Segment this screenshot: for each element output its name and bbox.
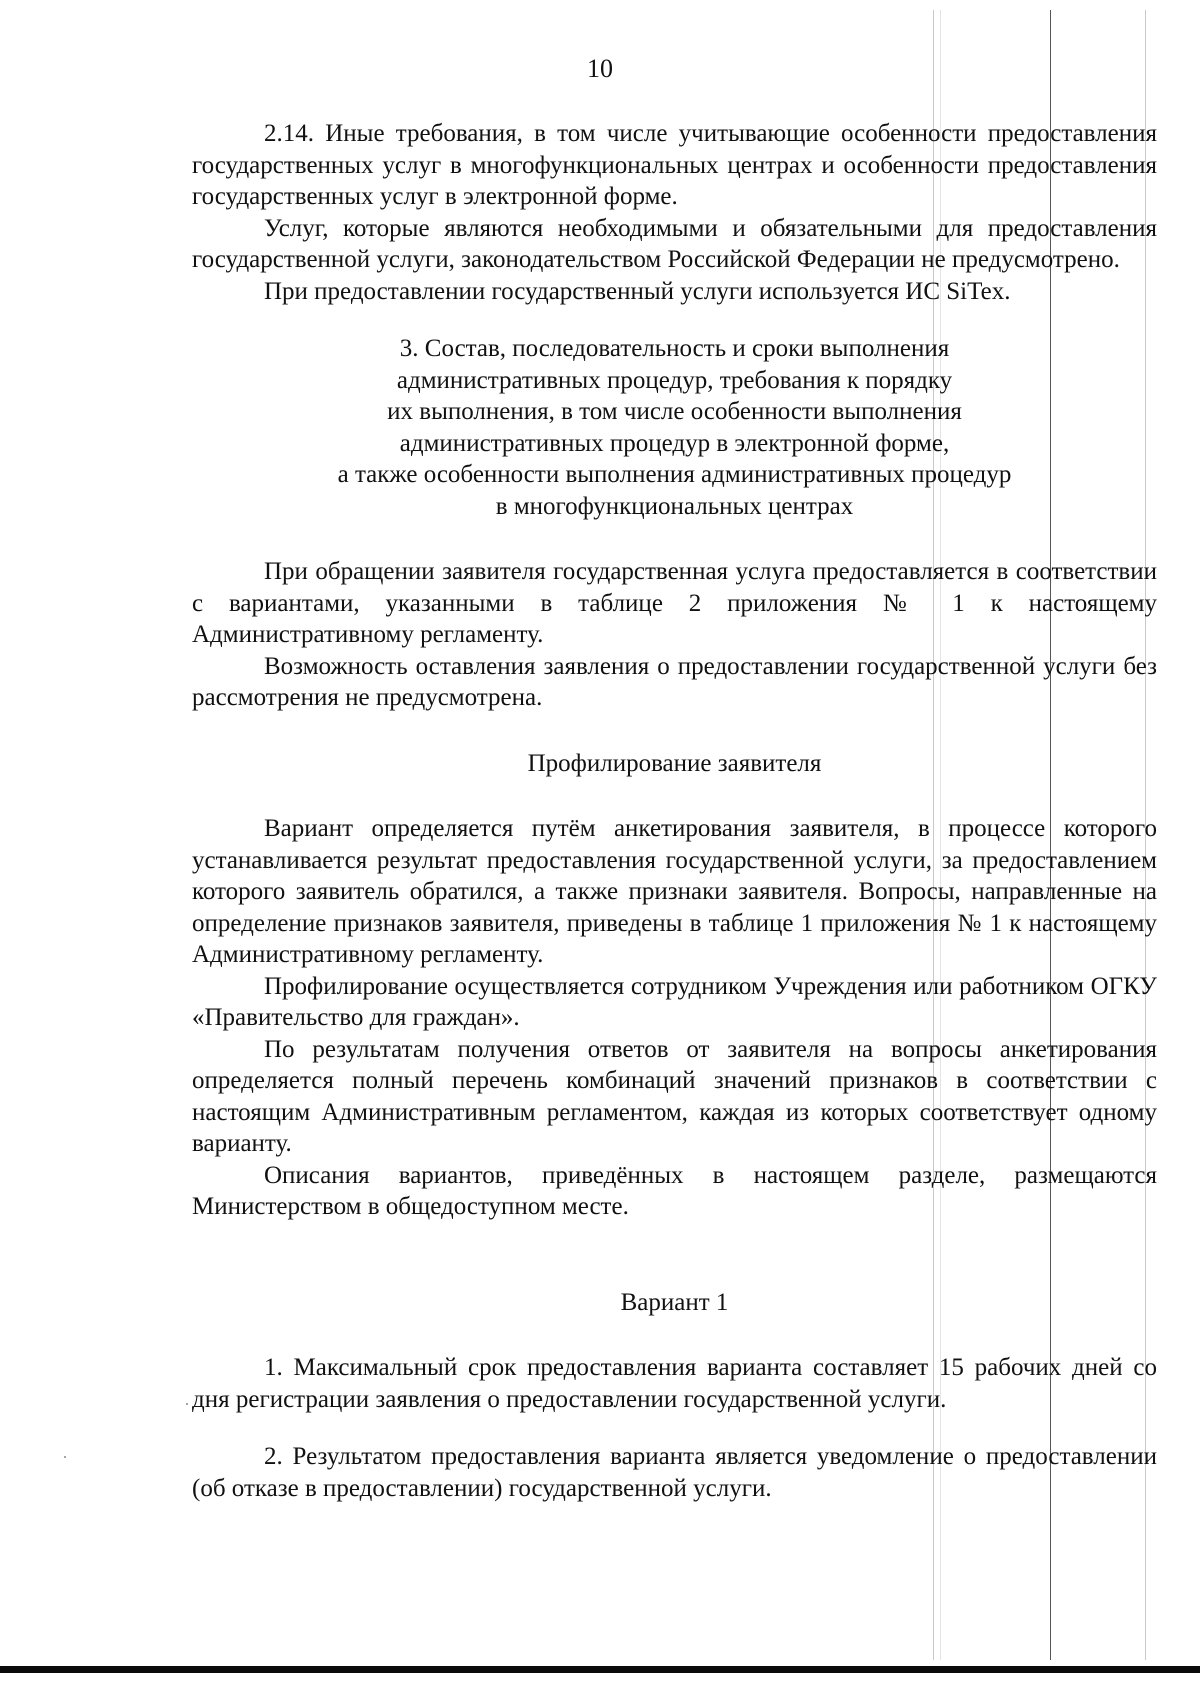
scan-bottom-edge xyxy=(0,1666,1200,1673)
paragraph: 2. Результатом предоставления варианта является уведомление о предоставлении (об отказе в предоставлении) государственной услуги. xyxy=(192,1443,1157,1502)
paragraph: 2.14. Иные требования, в том числе учитывающие особенности предоставления государственных услуг в многофункциональных центрах и особенности предоставления государственных услуг в электронной форме. xyxy=(192,120,1157,210)
heading-line: административных процедур в электронной форме, xyxy=(399,429,950,457)
page-number: 10 xyxy=(587,54,613,83)
paragraph: Профилирование осуществляется сотрудником Учреждения или работником ОГКУ «Правительство для граждан». xyxy=(192,972,1157,1031)
subsection-heading: Профилирование заявителя xyxy=(527,749,822,777)
heading-line: а также особенности выполнения административных процедур xyxy=(337,461,1012,488)
section-heading xyxy=(192,333,1157,522)
heading-line: в многофункциональных центрах xyxy=(495,492,854,520)
paragraph: При предоставлении государственный услуги используется ИС SiTex. xyxy=(264,277,1011,305)
heading-line: их выполнения, в том числе особенности выполнения xyxy=(387,398,962,425)
paragraph: Услуг, которые являются необходимыми и обязательными для предоставления государственной услуги, законодательством Российской Федерации не предусмотрено. xyxy=(192,214,1157,273)
paragraph: Описания вариантов, приведённых в настоящем разделе, размещаются Министерством в общедоступном месте. xyxy=(192,1161,1157,1220)
document-body xyxy=(192,118,1157,1504)
heading-line: 3. Состав, последовательность и сроки выполнения xyxy=(399,335,950,362)
scan-speck xyxy=(186,1403,188,1405)
paragraph: 1. Максимальный срок предоставления варианта составляет 15 рабочих дней со дня регистрации заявления о предоставлении государственной услуги. xyxy=(192,1354,1157,1413)
heading-line: административных процедур, требования к порядку xyxy=(396,366,953,394)
scan-speck xyxy=(64,1456,66,1458)
paragraph: Вариант определяется путём анкетирования заявителя, в процессе которого устанавливается результат предоставления государственной услуги, за предоставлением которого заявитель обратился, а также признаки заявителя. Вопросы, направленные на определение признаков заявителя, приведены в таблице 1 приложения № 1 к настоящему Административному регламенту. xyxy=(192,815,1157,968)
variant-heading: Вариант 1 xyxy=(620,1288,729,1316)
paragraph: По результатам получения ответов от заявителя на вопросы анкетирования определяется полный перечень комбинаций значений признаков в соответствии с настоящим Административным регламентом, каждая из которых соответствует одному варианту. xyxy=(192,1035,1157,1157)
paragraph: При обращении заявителя государственная услуга предоставляется в соответствии с вариантами, указанными в таблице 2 приложения № 1 к настоящему Административному регламенту. xyxy=(192,558,1157,648)
paragraph: Возможность оставления заявления о предоставлении государственной услуги без рассмотрения не предусмотрена. xyxy=(192,652,1157,711)
